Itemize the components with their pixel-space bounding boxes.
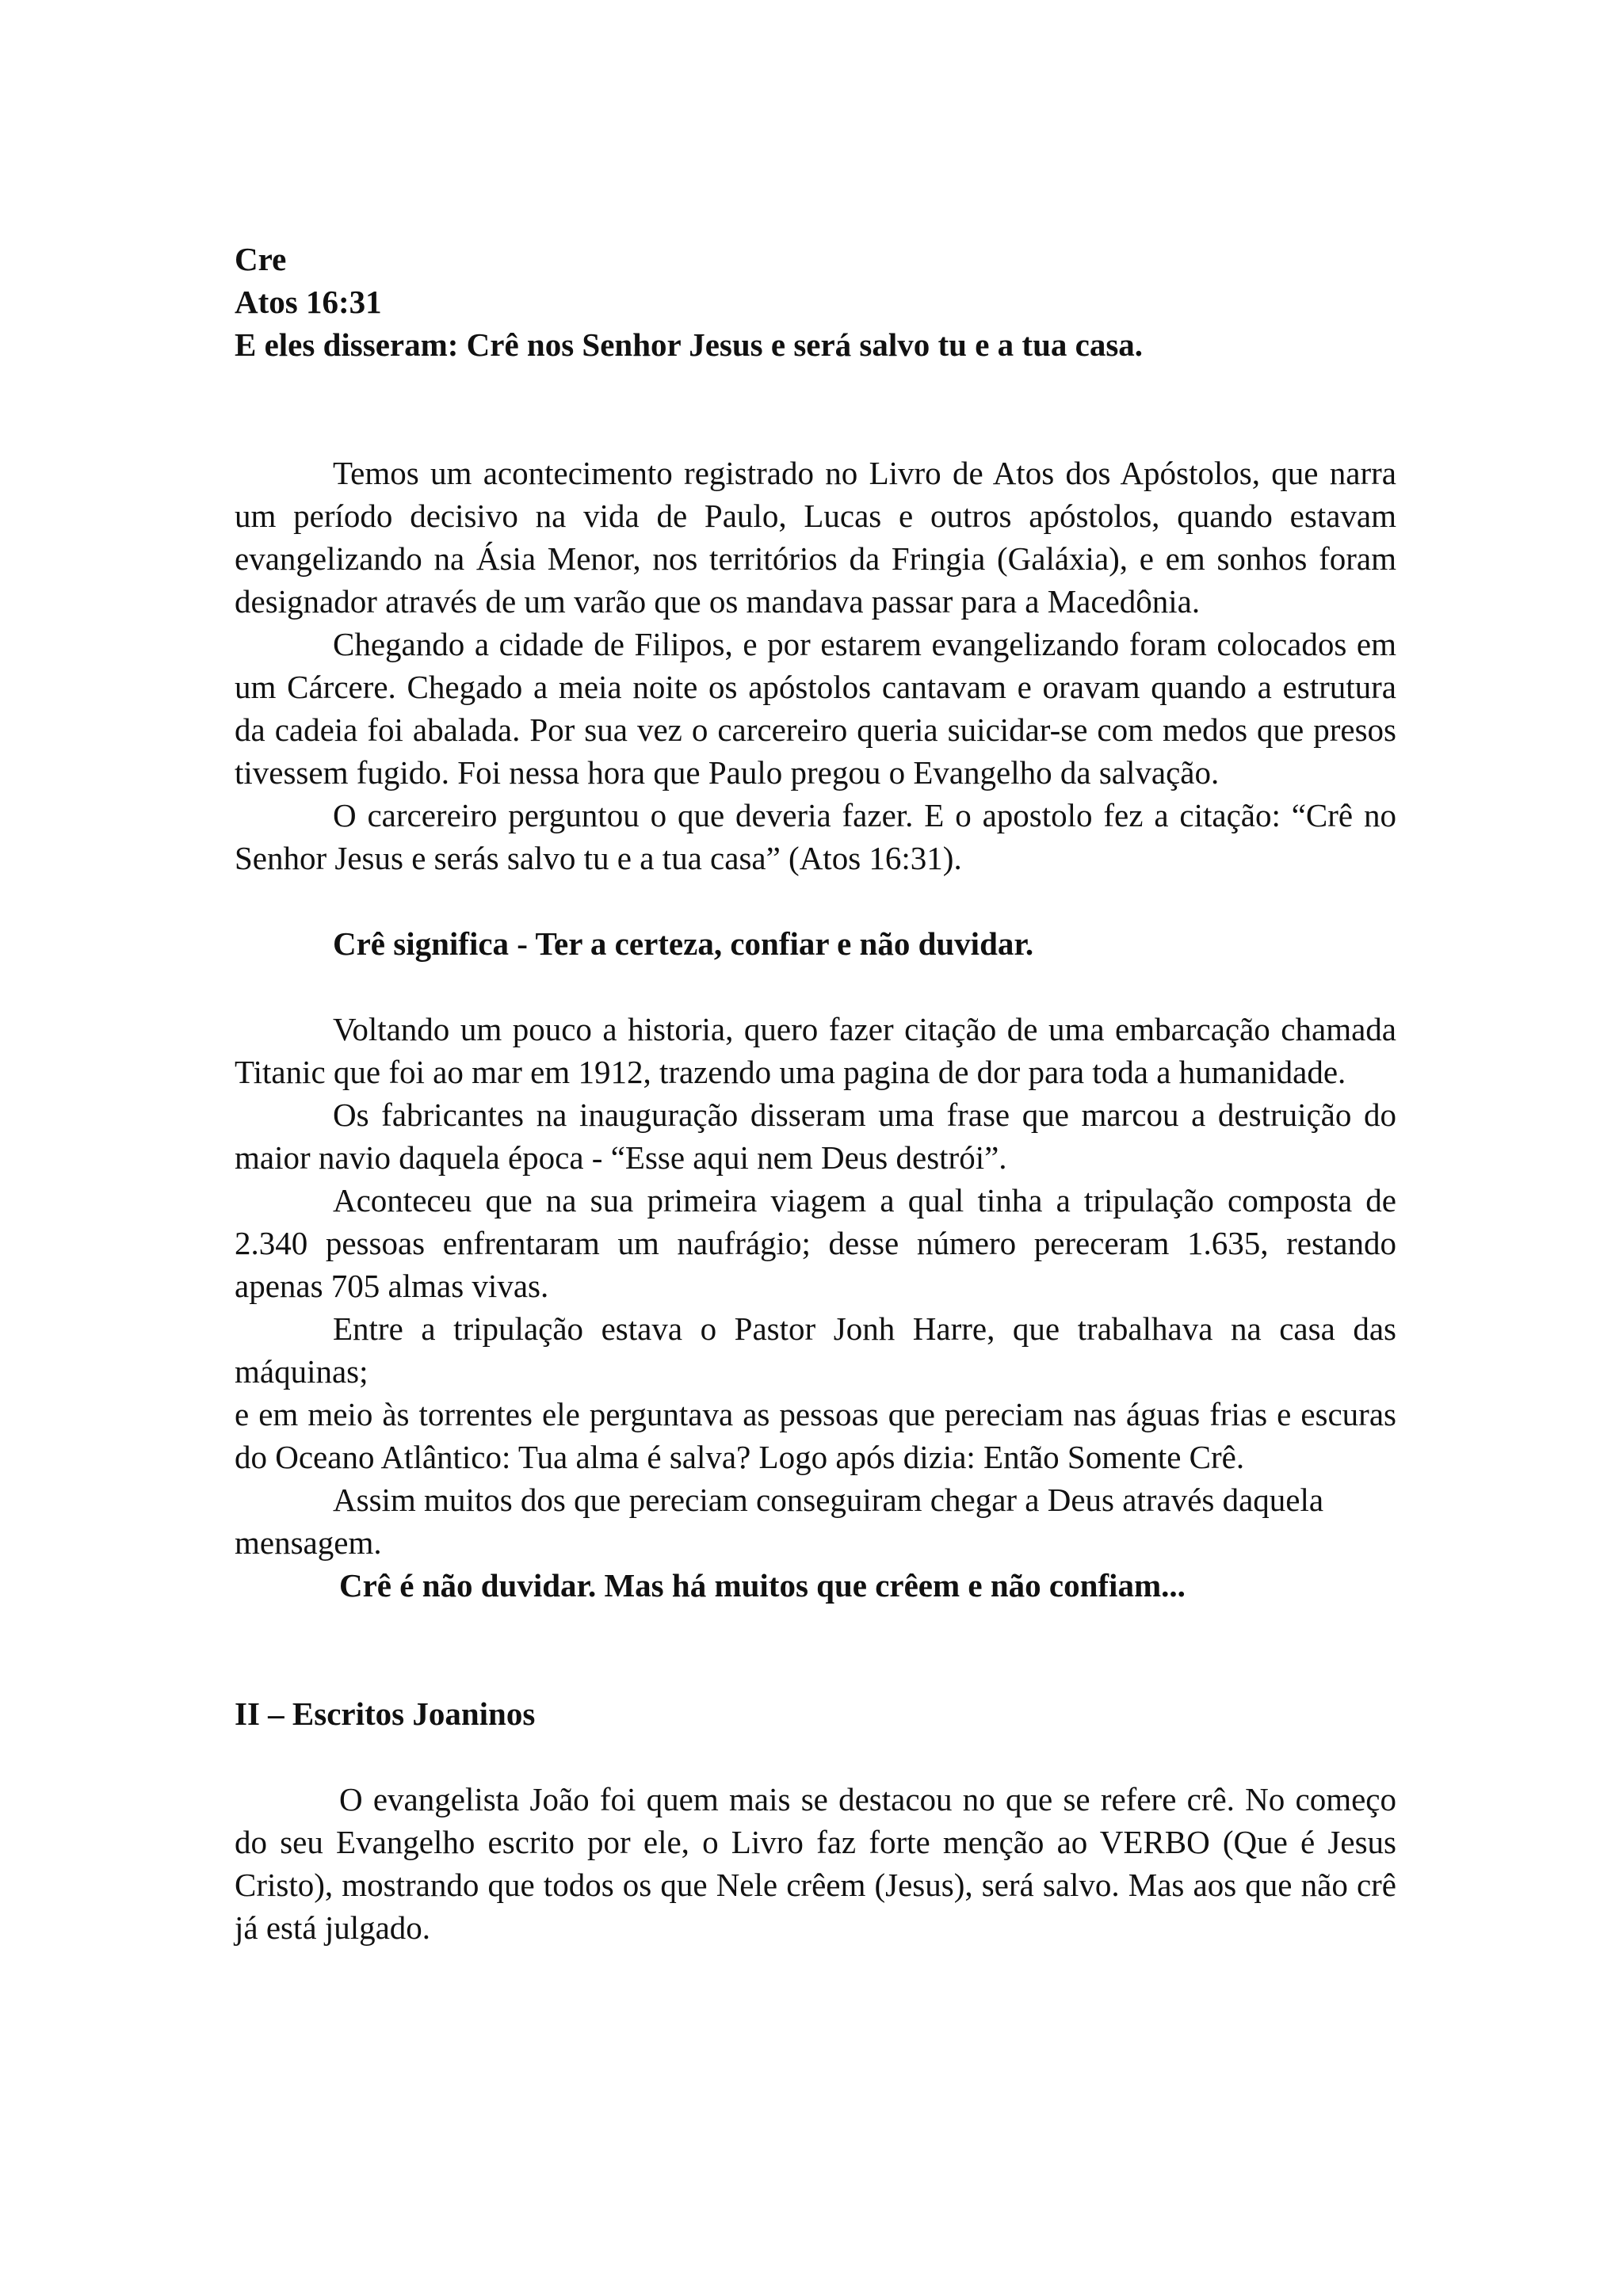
paragraph-acts-context: Temos um acontecimento registrado no Livro de Atos dos Apóstolos, que narra um período decisivo na vida de Paulo, Lucas e outros apóstolos, quando estavam evangelizando na Ásia Menor, nos territórios da Fringia (Galáxia), e em sonhos foram designador através de um varão que os mandava passar para a Macedônia. bbox=[235, 455, 1396, 620]
paragraph-philippi-prison: Chegando a cidade de Filipos, e por estarem evangelizando foram colocados em um Cárcere. Chegado a meia noite os apóstolos cantavam e oravam quando a estrutura da cadeia foi abalada. Por sua vez o carcereiro queria suicidar-se com medos que presos tivessem fugido. Foi nessa hora que Paulo pregou o Evangelho da salvação. bbox=[235, 626, 1396, 791]
section-heading-joaninos: II – Escritos Joaninos bbox=[235, 1695, 536, 1732]
paragraph-many-saved: Assim muitos dos que pereciam conseguiram chegar a Deus através daquela mensagem. bbox=[235, 1482, 1324, 1561]
spacer bbox=[235, 1607, 1396, 1692]
paragraph-titanic-sinking: Aconteceu que na sua primeira viagem a qual tinha a tripulação composta de 2.340 pessoas enfrentaram um naufrágio; desse número pereceram 1.635, restando apenas 705 almas vivas. bbox=[235, 1182, 1396, 1304]
spacer bbox=[235, 965, 1396, 1008]
spacer bbox=[235, 366, 1396, 452]
paragraph-pastor-harre: Entre a tripulação estava o Pastor Jonh Harre, que trabalhava na casa das máquinas; bbox=[235, 1310, 1396, 1390]
key-verse: E eles disseram: Crê nos Senhor Jesus e será salvo tu e a tua casa. bbox=[235, 326, 1144, 363]
document-title: Cre bbox=[235, 241, 287, 277]
bible-reference: Atos 16:31 bbox=[235, 284, 382, 320]
paragraph-pastor-harre-cont: e em meio às torrentes ele perguntava as pessoas que pereciam nas águas frias e escuras do Oceano Atlântico: Tua alma é salva? Logo após dizia: Então Somente Crê. bbox=[235, 1396, 1396, 1475]
emphasis-statement: Crê é não duvidar. Mas há muitos que crêem e não confiam... bbox=[339, 1567, 1186, 1604]
paragraph-jailer-question: O carcereiro perguntou o que deveria fazer. E o apostolo fez a citação: “Crê no Senhor Jesus e serás salvo tu e a tua casa” (Atos 16:31). bbox=[235, 797, 1396, 876]
spacer bbox=[235, 879, 1396, 922]
spacer bbox=[235, 1735, 1396, 1778]
document-body bbox=[235, 238, 1396, 1949]
paragraph-john-evangelist: O evangelista João foi quem mais se destacou no que se refere crê. No começo do seu Evangelho escrito por ele, o Livro faz forte menção ao VERBO (Que é Jesus Cristo), mostrando que todos os que Nele crêem (Jesus), será salvo. Mas aos que não crê já está julgado. bbox=[235, 1781, 1396, 1946]
paragraph-titanic-intro: Voltando um pouco a historia, quero fazer citação de uma embarcação chamada Titanic que foi ao mar em 1912, trazendo uma pagina de dor para toda a humanidade. bbox=[235, 1011, 1396, 1090]
definition-believe: Crê significa - Ter a certeza, confiar e não duvidar. bbox=[333, 925, 1034, 962]
paragraph-titanic-makers: Os fabricantes na inauguração disseram uma frase que marcou a destruição do maior navio daquela época - “Esse aqui nem Deus destrói”. bbox=[235, 1097, 1396, 1176]
